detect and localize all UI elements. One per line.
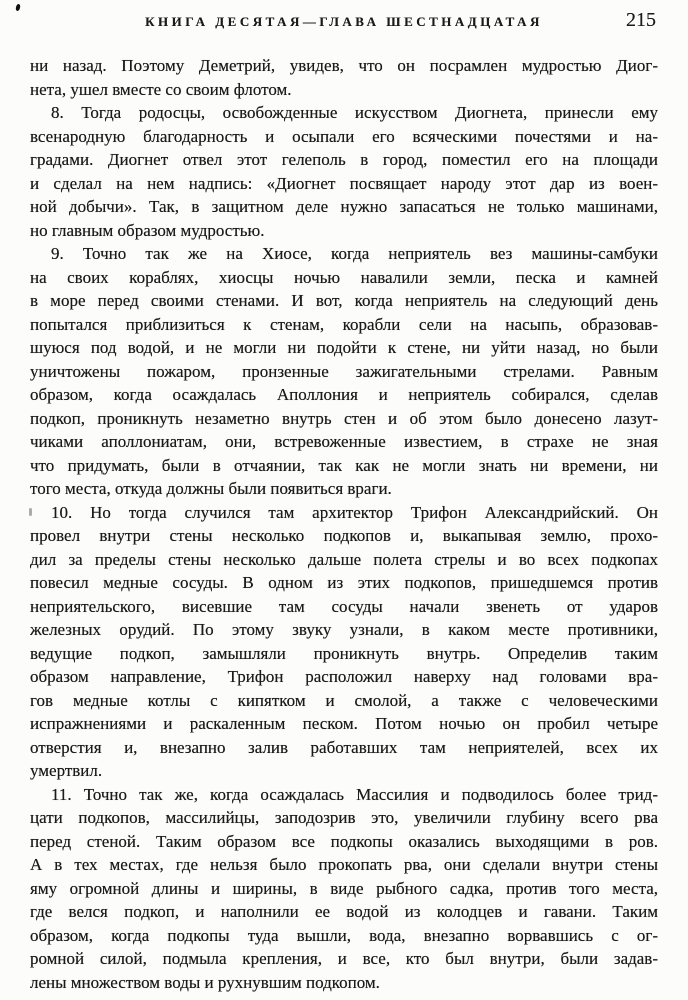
text-line: нета, ушел вместе со своим флотом. [30, 79, 292, 99]
text-line: повесил медные сосуды. В одном из этих подкопов, пришедшемся против [30, 573, 658, 592]
paragraph [30, 242, 658, 501]
text-line: ной добычи». Так, в защитном деле нужно запасаться не только машинами, [30, 197, 658, 216]
chapter-header: КНИГА ДЕСЯТАЯ—ГЛАВА ШЕСТНАДЦАТАЯ [145, 14, 543, 29]
text-line: яму огромной длины и ширины, в виде рыбного садка, против того места, [30, 878, 658, 898]
text-line: ведущие подкоп, замышляли проникнуть внутрь. Определив таким [30, 643, 658, 663]
text-line: градами. Диогнет отвел этот гелеполь в город, поместил его на площади [30, 150, 658, 169]
text-line: где велся подкоп, и наполнили ее водой из колодцев и гавани. Таким [30, 902, 658, 921]
text-line: ни назад. Поэтому Деметрий, увидев, что он посрамлен мудростью Диог- [30, 56, 658, 75]
text-line: 10. Но тогда случился там архитектор Трифон Александрийский. Он [51, 502, 658, 522]
text-line: попытался приблизиться к стенам, корабли сели на насыпь, образовав- [30, 314, 658, 334]
text-line: 11. Точно так же, когда осаждалась Массилия и подводилось более трид- [51, 784, 658, 804]
paragraph [30, 54, 658, 101]
text-line: чиками аполлониатам, они, встревоженные известием, в страхе не зная [30, 432, 658, 451]
text-line: образом, когда осаждалась Аполлония и неприятель собирался, сделав [30, 385, 658, 404]
text-line: испражнениями и раскаленным песком. Потом ночью он пробил четыре [30, 714, 658, 733]
text-line: подкоп, проникнуть незаметно внутрь стен и об этом было донесено лазут- [30, 408, 658, 428]
text-line: умертвил. [30, 761, 103, 780]
ink-speck [15, 4, 21, 12]
text-line: на своих кораблях, хиосцы ночью навалили земли, песка и камней [30, 267, 658, 287]
text-line: образом, когда подкопы туда вышли, вода, внезапно ворвавшись с ог- [30, 925, 658, 945]
text-line: что придумать, были в отчаянии, так как не могли знать ни времени, ни [30, 455, 658, 475]
text-line: провел внутри стены несколько подкопов и, выкапывая землю, прохо- [30, 526, 658, 545]
text-line: но главным образом мудростью. [30, 220, 265, 240]
text-line: гов медные котлы с кипятком и смолой, а также с человеческими [30, 690, 658, 710]
text-line: уничтожены пожаром, пронзенные зажигательными стрелами. Равным [30, 361, 658, 381]
text-line: 9. Точно так же на Хиосе, когда неприятель вез машины-самбуки [51, 244, 658, 263]
paragraph [30, 101, 658, 242]
text-line: отверстия и, внезапно залив работавших там неприятелей, всех их [30, 737, 658, 757]
running-header [30, 9, 658, 35]
text-line: перед стеной. Таким образом все подкопы оказались выходящими в ров. [30, 831, 658, 851]
page-number: 215 [626, 9, 656, 31]
paragraph [30, 783, 658, 995]
text-line: образом направление, Трифон расположил наверху над головами вра- [30, 667, 658, 686]
text-line: А в тех местах, где нельзя было прокопать рва, они сделали внутри стены [30, 855, 658, 874]
text-line: 8. Тогда родосцы, освобожденные искусством Диогнета, принесли ему [51, 103, 658, 122]
text-line: неприятельского, висевшие там сосуды начали звенеть от ударов [30, 596, 658, 616]
text-line: цати подкопов, массилийцы, заподозрив это, увеличили глубину всего рва [30, 808, 658, 827]
text-line: в море перед своими стенами. И вот, когда неприятель на следующий день [30, 291, 658, 310]
text-line: дил за пределы стены несколько дальше полета стрелы и во всех подкопах [30, 549, 658, 569]
paragraph [30, 501, 658, 783]
text-line: шуюся под водой, и не могли ни подойти к стене, ни уйти назад, но были [30, 338, 658, 357]
text-line: ромной силой, подмыла крепления, и все, кто был внутри, были задав- [30, 949, 658, 968]
text-line: лены множеством воды и рухнувшим подкопом. [30, 972, 380, 992]
text-line: и сделал на нем надпись: «Диогнет посвящает народу этот дар из воен- [30, 173, 658, 193]
text-line: всенародную благодарность и осыпали его всяческими почестями и на- [30, 126, 658, 146]
text-line: железных орудий. По этому звуку узнали, в каком месте противники, [30, 620, 658, 639]
text-body [30, 54, 658, 994]
text-line: того места, откуда должны были появиться враги. [30, 479, 392, 498]
